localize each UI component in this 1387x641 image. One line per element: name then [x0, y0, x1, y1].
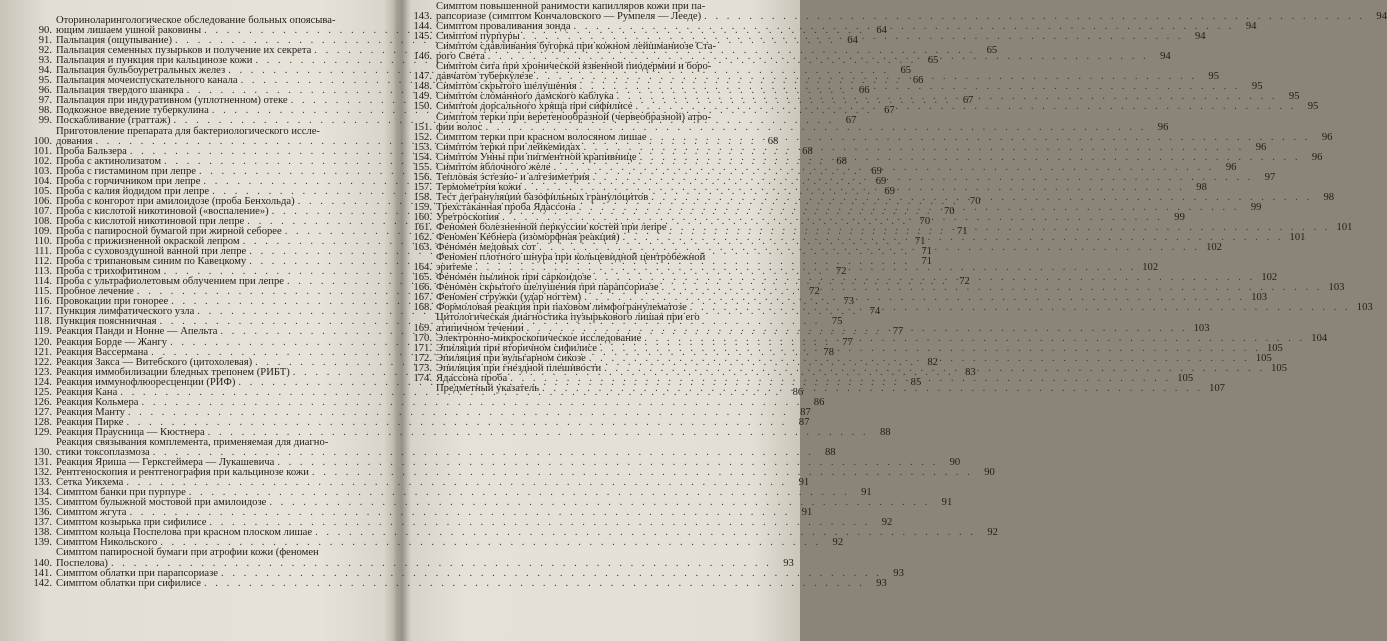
toc-entry [412, 1, 1387, 23]
entry-title-line: Пробное лечение [56, 286, 134, 298]
entry-number: 158. [413, 191, 432, 203]
entry-title-line: Проба с прижизненной окраской лепром [56, 236, 240, 248]
entry-number: 144. [413, 21, 432, 33]
entry-title-line: Поспелова) [56, 557, 108, 569]
entry-number: 132. [33, 467, 52, 479]
entry-number: 123. [33, 366, 52, 378]
page-number: 95 [1288, 91, 1300, 103]
entry-number: 162. [413, 232, 432, 244]
entry-number: 110. [33, 236, 52, 248]
entry-title-line: Проба с трипановым синим по Кавецкому [56, 256, 247, 268]
entry-number: 126. [33, 396, 52, 408]
page-number: 94 [1245, 21, 1257, 33]
entry-title-line: Симптом повышенной ранимости капилляров кожи при па- [436, 1, 706, 12]
entry-title-line: Симптом папиросной бумаги при атрофии кожи (феномен [56, 547, 319, 559]
page-number: 68 [767, 135, 779, 147]
entry-number: 112. [33, 256, 52, 268]
entry-title-line: дования [56, 135, 93, 147]
entry-title-line: Симптом яблочного желе [436, 161, 551, 173]
page-number: 94 [1194, 31, 1206, 43]
page-number: 87 [800, 406, 811, 418]
entry-title-line: Проба с горчичником при лепре [56, 175, 201, 187]
page-number: 96 [1157, 121, 1169, 133]
toc-entry [6, 577, 887, 589]
entry-title-line: Поскабливание (граттаж) [56, 115, 171, 127]
entry-title-line: Симптом терки при веретенообразной (червеобразной) атро- [436, 111, 712, 123]
entry-title-line: Феномен скрытого шелушения при парапсориазе [436, 282, 659, 294]
entry-number: 92. [38, 45, 52, 57]
entry-number: 164. [413, 262, 432, 274]
entry-title-line: Проба с гистамином при лепре [56, 165, 196, 177]
page-number: 87 [798, 416, 810, 428]
entry-title-line: Ядассона проба [436, 372, 508, 384]
entry-number: 151. [413, 121, 432, 133]
page-number: 93 [876, 577, 887, 589]
entry-number: 101. [33, 145, 52, 157]
page-number: 85 [910, 376, 922, 388]
entry-number: 142. [33, 577, 52, 589]
page-number: 86 [792, 386, 804, 398]
page-number: 92 [881, 517, 893, 529]
entry-title-line: Сетка Уикхема [56, 477, 124, 489]
entry-title-line: Проба с кислотой никотиновой («воспаление») [56, 205, 269, 217]
entry-title-line: ющим лишаем ушной раковины [56, 25, 202, 37]
entry-title-line: Пальпация и пункция при кальцинозе кожи [56, 55, 253, 67]
entry-title-line: Реакция связывания комплемента, применяемая для диагно- [56, 436, 329, 448]
entry-title-line: Проба с актинолизатом [56, 155, 162, 167]
page-number: 99 [1174, 211, 1185, 223]
entry-number: 153. [413, 141, 432, 153]
page-number: 91 [941, 497, 953, 509]
entry-number: 157. [413, 181, 432, 193]
entry-number: 137. [33, 517, 52, 529]
entry-title-line: Феномен стружки (удар ногтем) [436, 292, 582, 304]
dot-leader [687, 303, 1351, 313]
entry-number: 172. [413, 352, 432, 364]
page-number: 91 [801, 507, 813, 519]
page-number: 77 [842, 336, 853, 348]
entry-number: 108. [33, 215, 52, 227]
page-number: 95 [1307, 101, 1319, 113]
entry-number: 168. [413, 302, 432, 314]
entry-title-line: Пальпация твердого шанкра [56, 85, 184, 97]
entry-number: 128. [33, 416, 52, 428]
entry-number: 155. [413, 161, 432, 173]
entry-title-line: Симптом жгута [56, 507, 127, 519]
entry-number: 116. [33, 296, 52, 308]
page-number: 104 [1311, 332, 1328, 344]
entry-number: 125. [33, 386, 52, 398]
entry-title-line: Феномен медовых сот [436, 242, 537, 254]
page-number: 92 [832, 537, 844, 549]
entry-title-line: Подкожное введение туберкулина [56, 105, 209, 117]
entry-title-line: Реакция Праусница — Кюстнера [56, 426, 205, 438]
entry-title-line: Тест дегрануляции базофильных гранулоцитов [436, 191, 649, 203]
entry-title-line: Реакция Пирке [56, 416, 124, 428]
entry-text [56, 436, 836, 459]
entry-number: 159. [413, 201, 432, 213]
entry-number: 93. [38, 55, 52, 67]
entry-number: 106. [33, 195, 52, 207]
entry-number: 166. [413, 282, 432, 294]
page-number: 91 [798, 477, 810, 489]
entry-title-line: Приготовление препарата для бактериологического иссле- [56, 125, 320, 137]
page-number: 92 [987, 527, 998, 539]
page-number: 65 [927, 55, 939, 67]
entry-title-line: Пальпация (ощупывание) [56, 35, 172, 47]
page-number: 69 [875, 175, 887, 187]
entry-title-line: Симптом сита при хронической язвенной пиодермии и боро- [436, 61, 712, 73]
page-number: 96 [1311, 151, 1323, 163]
page-number: 103 [1356, 302, 1373, 314]
entry-title-line: Симптом кольца Поспелова при красном плоском лишае [56, 527, 313, 539]
entry-title-line: Реакция Борде — Жангу [56, 336, 168, 348]
entry-number: 143. [413, 11, 432, 23]
entry-number: 103. [33, 165, 52, 177]
entry-title-line: Симптом булыжной мостовой при амилоидозе [56, 497, 267, 509]
page-number: 72 [835, 266, 847, 278]
entry-title-line: Феномен плотного шнура при кольцевидной центробежной [436, 252, 706, 264]
entry-number: 129. [33, 426, 52, 438]
page-number: 94 [1376, 11, 1387, 23]
entry-title-line: Реакция иммунофлюоресценции (РИФ) [56, 376, 236, 388]
entry-title-line: рого Света [436, 51, 485, 63]
entry-title-line: Проба с папиросной бумагой при жирной себорее [56, 225, 282, 237]
page-number: 93 [893, 567, 904, 579]
page-number: 72 [959, 276, 970, 288]
entry-number: 136. [33, 507, 52, 519]
entry-number: 161. [413, 222, 432, 234]
page-number: 95 [1208, 71, 1219, 83]
page-number: 93 [783, 557, 794, 569]
entry-number: 95. [38, 75, 52, 87]
entry-title-line: Проба с ультрафиолетовым облучением при лепре [56, 276, 284, 288]
entry-text [56, 577, 887, 589]
page-number: 98 [1323, 191, 1335, 203]
page-number: 66 [858, 85, 870, 97]
entry-title-line: Пальпация бульбоуретральных желез [56, 65, 226, 77]
page-number: 96 [1255, 141, 1267, 153]
page-number: 95 [1251, 81, 1263, 93]
entry-number: 94. [38, 65, 52, 77]
entry-title-line: Проба с конгорот при амилоидозе (проба Бенхольда) [56, 195, 295, 207]
entry-number: 113. [33, 266, 52, 278]
entry-title-line: Предметный указатель [436, 382, 540, 394]
page-number: 102 [1142, 262, 1159, 274]
entry-number: 131. [33, 457, 52, 469]
entry-number: 138. [33, 527, 52, 539]
entry-title-line: Проба с калия йодидом при лепре [56, 185, 210, 197]
entry-number: 91. [38, 35, 52, 47]
entry-number: 98. [38, 105, 52, 117]
page-number: 102 [1206, 242, 1222, 254]
entry-number: 96. [38, 85, 52, 97]
entry-title-line: стики токсоплазмоза [56, 447, 150, 459]
entry-title-line: Цитологическая диагностика пузырькового лишая при его [436, 312, 700, 324]
entry-title-line: Феномен пылинок при саркоидозе [436, 272, 592, 284]
entry-number: 160. [413, 211, 432, 223]
entry-number: 107. [33, 205, 52, 217]
entry-number: 109. [33, 225, 52, 237]
page-number: 68 [836, 155, 847, 167]
page-number: 66 [912, 75, 924, 87]
page-number: 94 [1160, 51, 1171, 63]
page-number: 86 [813, 396, 825, 408]
entry-title-line: Симптом облатки при парапсориазе [56, 567, 219, 579]
page-number: 65 [900, 65, 912, 77]
page-number: 82 [927, 356, 938, 368]
page-number: 83 [965, 366, 976, 378]
entry-number: 124. [33, 376, 52, 388]
entry-number: 141. [33, 567, 52, 579]
entry-title-line: Реакция Манту [56, 406, 125, 418]
entry-title-line: Пункция лимфатического узла [56, 306, 195, 318]
entry-number: 115. [33, 286, 52, 298]
page-number: 96 [1321, 131, 1333, 143]
entry-title-line: Реакция Яриша — Герксгеймера — Лукашевича [56, 457, 275, 469]
entry-number: 130. [33, 447, 52, 459]
dot-leader [632, 102, 1296, 112]
entry-title-line: Симптом Унны при пигментной крапивнице [436, 151, 637, 163]
entry-title-line: Термометрия кожи [436, 181, 521, 193]
page-number: 90 [949, 457, 961, 469]
dot-leader [539, 384, 1203, 394]
page-number: 70 [943, 205, 955, 217]
page-number: 96 [1225, 161, 1237, 173]
entry-title-line: Симптом скрытого шелушения [436, 81, 577, 93]
entry-number: 146. [413, 51, 432, 63]
entry-title-line: Реакция Панди и Нонне — Апельта [56, 326, 218, 338]
entry-title-line: Реакция Закса — Витебского (цитохолевая) [56, 356, 253, 368]
page-number: 67 [884, 105, 895, 117]
entry-number: 135. [33, 497, 52, 509]
entry-number: 170. [413, 332, 432, 344]
entry-title-line: Проба Бальзера [56, 145, 127, 157]
toc-entry [6, 436, 836, 459]
entry-title-line: Симптом банки при пурпуре [56, 487, 186, 499]
entry-title-line: Феномен болезненной перкуссии костей при лепре [436, 222, 667, 234]
entry-number: 140. [33, 557, 52, 569]
entry-title-line: Симптом Никольского [56, 537, 158, 549]
entry-title-line: Проба с трихофитином [56, 266, 161, 278]
entry-number: 156. [413, 171, 432, 183]
entry-number: 102. [33, 155, 52, 167]
entry-number: 118. [33, 316, 52, 328]
page-number: 91 [861, 487, 872, 499]
page-number: 105 [1266, 342, 1283, 354]
entry-number: 134. [33, 487, 52, 499]
entry-text [436, 1, 1387, 23]
page-number: 88 [825, 447, 836, 459]
page-number: 77 [892, 326, 904, 338]
entry-number: 173. [413, 362, 432, 374]
entry-title-line: Симптом проваливания зонда [436, 21, 571, 33]
page-number: 103 [1251, 292, 1268, 304]
entry-title-line: Реакция Кольмера [56, 396, 139, 408]
page-number: 102 [1261, 272, 1278, 284]
entry-title-line: Трехстаканная проба Ядассона [436, 201, 576, 213]
entry-title-line: Пункция пояснничная [56, 316, 157, 328]
entry-title-line: Эпиляция при вульгарном сикозе [436, 352, 586, 364]
page-number: 78 [823, 346, 835, 358]
entry-title-line: Реакция Кана [56, 386, 118, 398]
entry-number: 147. [413, 71, 432, 83]
entry-title-line: Проба с кислотой никотиновой при лепре [56, 215, 245, 227]
page-number: 69 [871, 165, 882, 177]
entry-number: 171. [413, 342, 432, 354]
page-number: 64 [847, 35, 858, 47]
entry-number: 150. [413, 101, 432, 113]
page-number: 72 [809, 286, 820, 298]
page-number: 71 [921, 246, 933, 258]
entry-number: 117. [33, 306, 52, 318]
entry-number: 154. [413, 151, 432, 163]
page-number: 70 [969, 195, 981, 207]
page-number: 75 [831, 316, 843, 328]
page-number: 68 [802, 145, 813, 157]
entry-number: 122. [33, 356, 52, 368]
page-number: 101 [1289, 232, 1306, 244]
entry-title-line: Уретроскопия [436, 211, 500, 223]
page-number: 70 [919, 215, 931, 227]
entry-number: 133. [33, 477, 52, 489]
entry-title-line: Тепловая эстезио- и алгезиметрия [436, 171, 590, 183]
entry-title-line: Пальпация при индуративном (уплотненном) отеке [56, 95, 288, 107]
page-number: 97 [1264, 171, 1276, 183]
entry-title-line: Реакция Вассермана [56, 346, 149, 358]
entry-number: 114. [33, 276, 52, 288]
entry-number: 148. [413, 81, 432, 93]
entry-number: 120. [33, 336, 52, 348]
page-number: 98 [1196, 181, 1207, 193]
entry-title-line: давчатом туберкулезе [436, 71, 534, 83]
entry-title-line: Рентгеноскопия и рентгенография при кальцинозе кожи [56, 467, 309, 479]
entry-number: 174. [413, 372, 432, 384]
page-number: 103 [1193, 322, 1210, 334]
page-number: 101 [1336, 222, 1353, 234]
entry-title-line: Симптом дорсального хряща при сифилисе [436, 101, 633, 113]
entry-number: 104. [33, 175, 52, 187]
entry-title-line: эритеме [436, 262, 473, 274]
entry-title-line: Симптом сдавливания бугорка при кожном лейшманиозе Ста- [436, 41, 716, 53]
entry-title-line: Эпиляция при гнездной плешивости [436, 362, 602, 374]
page-number: 90 [984, 467, 995, 479]
page-number: 105 [1255, 352, 1272, 364]
entry-title-line: Симптом сломанного дамского каблука [436, 91, 614, 103]
page-number: 67 [845, 115, 857, 127]
entry-title-line: фии волос [436, 121, 483, 133]
page-number: 71 [921, 256, 933, 268]
entry-title-line: Оториноларингологическое обследование больных опоясыва- [56, 15, 336, 26]
entry-title-line: Симптом терки при лейкемидах [436, 141, 581, 153]
page-number: 88 [879, 426, 891, 438]
page-number: 105 [1177, 372, 1194, 384]
entry-title-line: Пальпация семенных пузырьков и получение их секрета [56, 45, 312, 57]
book-gutter [393, 0, 411, 641]
entry-title-line: Реакция иммобилизации бледных трепонем (РИБТ) [56, 366, 290, 378]
entry-number: 169. [413, 322, 432, 334]
entry-title-line: Провокации при гонорее [56, 296, 169, 308]
entry-title-line: Симптом пурпуры [436, 31, 520, 43]
page-number: 99 [1250, 201, 1262, 213]
entry-number: 111. [34, 246, 52, 258]
page-number: 103 [1328, 282, 1345, 294]
entry-number: 127. [33, 406, 52, 418]
page-number: 71 [914, 236, 926, 248]
page-number: 67 [962, 95, 974, 107]
entry-text [56, 547, 794, 569]
entry-number: 119. [33, 326, 52, 338]
entry-title-line: Проба с суховоздушной ванной при лепре [56, 246, 247, 258]
entry-title-line: Симптом козырька при сифилисе [56, 517, 207, 529]
entry-number: 139. [33, 537, 52, 549]
entry-number: 97. [38, 95, 52, 107]
page-number: 65 [986, 45, 998, 57]
entry-number: 163. [413, 242, 432, 254]
entry-number: 105. [33, 185, 52, 197]
page-number: 73 [843, 296, 855, 308]
entry-title-line: Феномен Кебнера (изоморфная реакция) [436, 232, 620, 244]
page-number: 74 [869, 306, 881, 318]
entry-number: 99. [38, 115, 52, 127]
entry-number: 165. [413, 272, 432, 284]
entry-number: 100. [33, 135, 52, 147]
entry-number: 145. [413, 31, 432, 43]
entry-number: 167. [413, 292, 432, 304]
entry-title-line: рапсориазе (симптом Кончаловского — Румпеля — Лееде) [436, 11, 702, 23]
page-number: 71 [956, 225, 968, 237]
entry-number: 152. [413, 131, 432, 143]
page-number: 69 [884, 185, 895, 197]
entry-title-line: Формоловая реакция при паховом лимфогранулематозе [436, 302, 687, 314]
toc-entry [6, 547, 794, 569]
entry-number: 90. [38, 25, 52, 37]
page-number: 105 [1271, 362, 1287, 374]
entry-number: 121. [33, 346, 52, 358]
entry-title-line: Симптом терки при красном волосяном лишае [436, 131, 647, 143]
entry-number: 149. [413, 91, 432, 103]
page-number: 107 [1209, 382, 1225, 394]
page-number: 64 [876, 25, 887, 37]
entry-title-line: Симптом облатки при сифилисе [56, 577, 201, 589]
entry-title-line: атипичном течении [436, 322, 524, 334]
entry-title-line: Электронно-микроскопическое исследование [436, 332, 642, 344]
entry-title-line: Эпиляция при вторичном сифилисе [436, 342, 597, 354]
entry-title-line: Пальпация мочеиспускательного канала [56, 75, 238, 87]
